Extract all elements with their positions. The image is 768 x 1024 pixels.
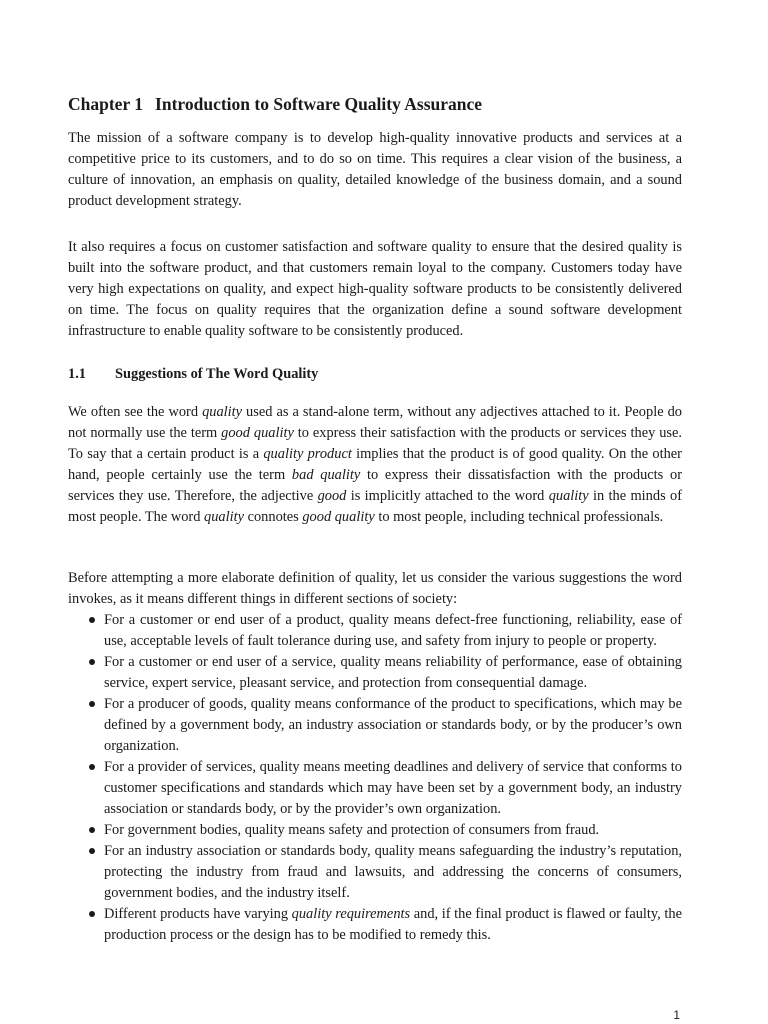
list-item: For an industry association or standards body, quality means safeguarding the industry’s reputation, protecting the industry from fraud and lawsuits, and addressing the concerns of consumers, government bodies, and the industry itself.: [68, 841, 682, 904]
list-item: For a provider of services, quality means meeting deadlines and delivery of service that conforms to customer specifications and standards which may have been set by a government body, an industry association or standards body, or by the provider’s own organization.: [68, 757, 682, 820]
bullet-icon: [89, 911, 95, 917]
bullet-icon: [89, 827, 95, 833]
chapter-title-text: Introduction to Software Quality Assurance: [155, 94, 483, 114]
bullet-icon: [89, 701, 95, 707]
intro-paragraph-1: The mission of a software company is to develop high-quality innovative products and services at a competitive price to its customers, and to do so on time. This requires a clear vision of the business, a culture of innovation, an emphasis on quality, detailed knowledge of the business domain, and a sound product development strategy.: [68, 130, 682, 209]
term-quality-requirements: quality requirements: [291, 906, 411, 922]
bullet-icon: [89, 764, 95, 770]
suggestions-list: [68, 610, 682, 946]
term-good-quality: good quality: [221, 425, 294, 441]
list-item: For a producer of goods, quality means conformance of the product to specifications, which may be defined by a government body, an industry association or standards body, or by the producer’s own organization.: [68, 694, 682, 757]
section-title: Suggestions of The Word Quality: [115, 366, 319, 382]
section-heading: [68, 366, 318, 383]
bullet-icon: [89, 848, 95, 854]
term-bad-quality: bad quality: [291, 467, 361, 483]
page-number: 1: [673, 1008, 680, 1022]
list-item: For government bodies, quality means safety and protection of consumers from fraud.: [68, 820, 682, 841]
list-item: For a customer or end user of a service, quality means reliability of performance, ease of obtaining service, expert service, pleasant service, and protection from consequential damage.: [68, 652, 682, 694]
intro-paragraph-2: It also requires a focus on customer satisfaction and software quality to ensure that the desired quality is built into the software product, and that customers remain loyal to the company. Customers today have very high expectations on quality, and expect high-quality software products to be consistently delivered on time. The focus on quality requires that the organization define a sound software development infrastructure to enable quality software to be consistently produced.: [68, 239, 682, 339]
term-quality-product: quality product: [263, 446, 352, 462]
section-paragraph-1: We often see the word quality used as a stand-alone term, without any adjectives attached to it. People do not normally use the term good quality to express their satisfaction with the products or services they use. To say that a certain product is a quality product implies that the product is of good quality. On the other hand, people certainly use the term bad quality to express their dissatisfaction with the products or services they use. Therefore, the adjective good is implicitly attached to the word quality in the minds of most people. The word quality connotes good quality to most people, including technical professionals.: [68, 404, 683, 525]
bullet-icon: [89, 617, 95, 623]
term-good: good: [317, 488, 347, 504]
term-good-quality-2: good quality: [302, 509, 375, 525]
bullet-icon: [89, 659, 95, 665]
list-item: Different products have varying quality requirements and, if the final product is flawed or faulty, the production process or the design has to be modified to remedy this.: [68, 904, 682, 946]
chapter-title: [68, 94, 482, 115]
list-item: For a customer or end user of a product, quality means defect-free functioning, reliability, ease of use, acceptable levels of fault tolerance during use, and safety from injury to people or property.: [68, 610, 682, 652]
section-number: 1.1: [68, 366, 86, 382]
chapter-label: Chapter 1: [68, 94, 144, 114]
term-quality-3: quality: [204, 509, 244, 525]
term-quality: quality: [202, 404, 243, 420]
section-paragraph-2: Before attempting a more elaborate definition of quality, let us consider the various suggestions the word invokes, as it means different things in different sections of society:: [68, 570, 682, 607]
term-quality-2: quality: [548, 488, 589, 504]
